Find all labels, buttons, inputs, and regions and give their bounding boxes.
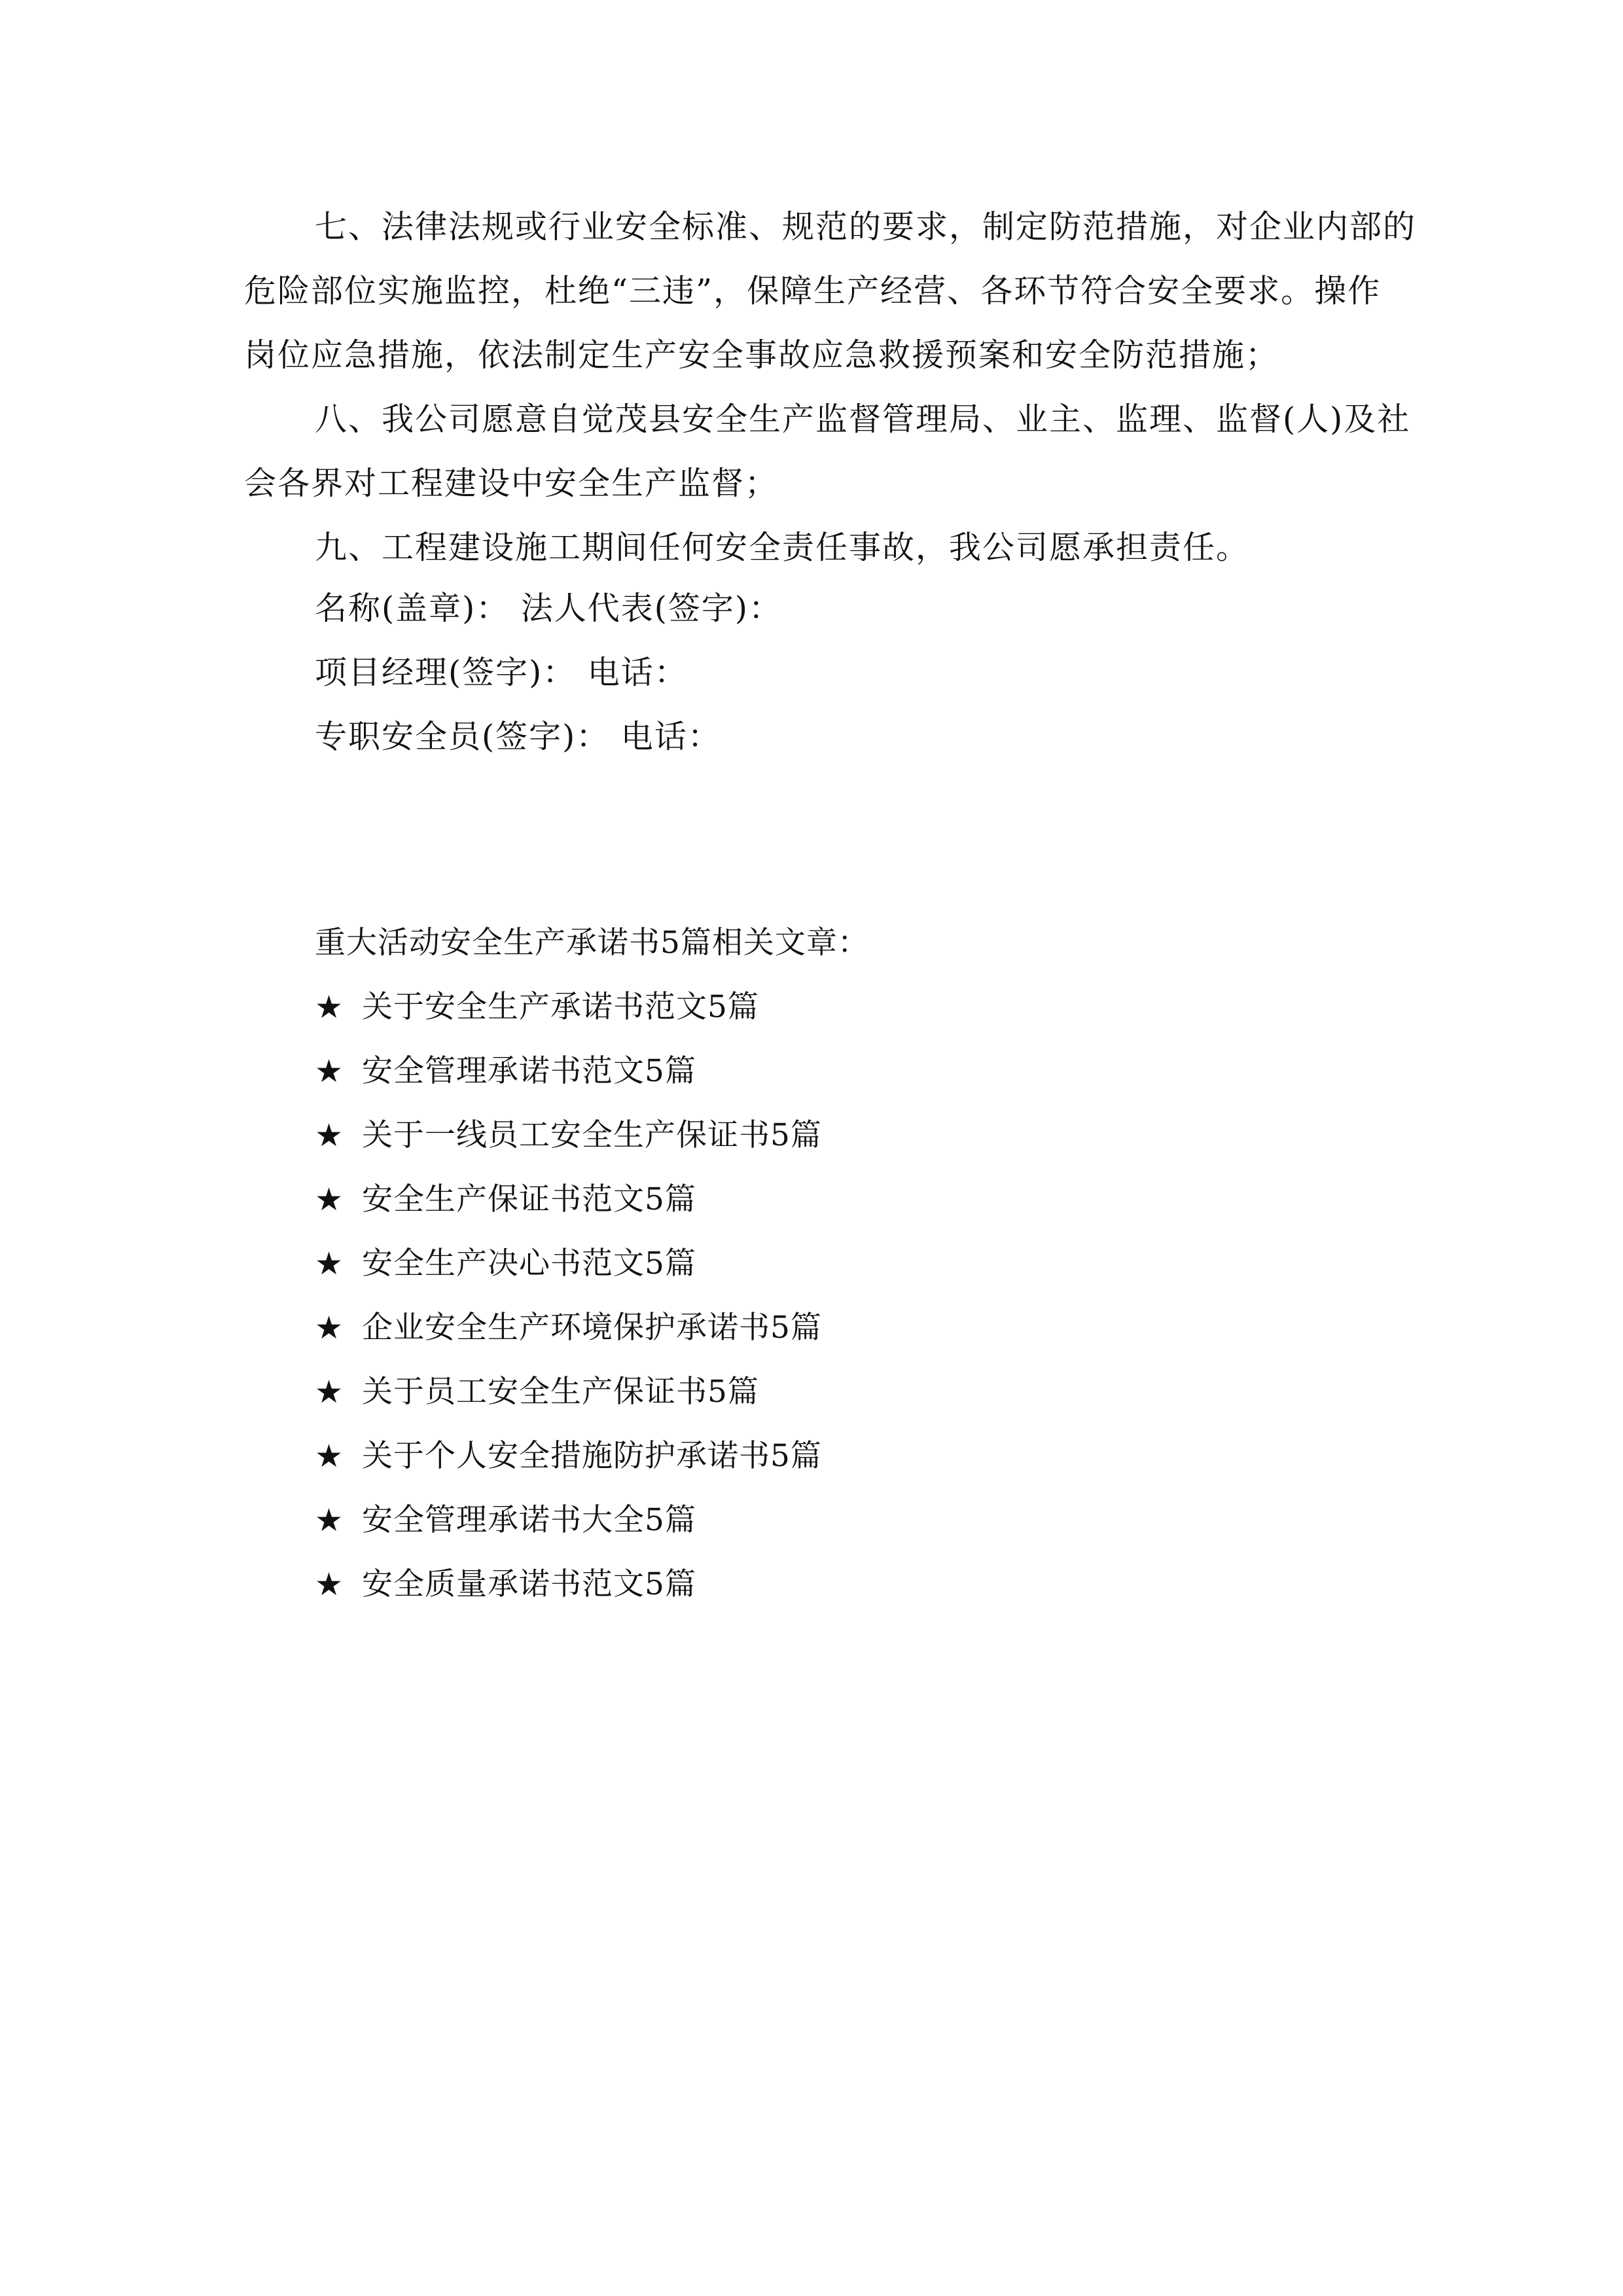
related-article-item[interactable] xyxy=(315,1168,869,1232)
star-icon: ★ xyxy=(315,1566,344,1603)
related-article-link[interactable]: 关于安全生产承诺书范文5篇 xyxy=(362,989,759,1025)
related-article-link[interactable]: 安全管理承诺书大全5篇 xyxy=(362,1502,696,1538)
related-article-link[interactable]: 企业安全生产环境保护承诺书5篇 xyxy=(362,1310,822,1346)
signature-block xyxy=(315,577,782,769)
related-article-item[interactable] xyxy=(315,1039,869,1103)
paragraph-7-line-3: 岗位应急措施，依法制定生产安全事故应急救援预案和安全防范措施； xyxy=(244,336,1279,374)
paragraph-7-line-2: 危险部位实施监控，杜绝“三违”，保障生产经营、各环节符合安全要求。操作 xyxy=(244,272,1382,310)
related-article-item[interactable] xyxy=(315,1424,869,1488)
star-icon: ★ xyxy=(315,1438,344,1475)
related-article-item[interactable] xyxy=(315,1552,869,1617)
related-article-link[interactable]: 安全生产保证书范文5篇 xyxy=(362,1181,696,1217)
related-articles xyxy=(315,911,869,1617)
related-article-item[interactable] xyxy=(315,1232,869,1296)
paragraph-9-line-1: 九、工程建设施工期间任何安全责任事故，我公司愿承担责任。 xyxy=(315,529,1250,566)
related-article-item[interactable] xyxy=(315,1488,869,1552)
related-article-item[interactable] xyxy=(315,1296,869,1360)
related-article-item[interactable] xyxy=(315,1103,869,1168)
signature-manager-line: 项目经理(签字)： 电话： xyxy=(315,654,688,691)
related-article-link[interactable]: 安全质量承诺书范文5篇 xyxy=(362,1566,696,1602)
paragraph-8-line-1: 八、我公司愿意自觉茂县安全生产监督管理局、业主、监理、监督(人)及社 xyxy=(315,401,1411,438)
related-article-link[interactable]: 关于个人安全措施防护承诺书5篇 xyxy=(362,1438,822,1474)
related-article-item[interactable] xyxy=(315,975,869,1039)
related-article-link[interactable]: 安全管理承诺书范文5篇 xyxy=(362,1053,696,1089)
related-article-item[interactable] xyxy=(315,1360,869,1424)
star-icon: ★ xyxy=(315,989,344,1026)
signature-safety-officer-line: 专职安全员(签字)： 电话： xyxy=(315,718,721,755)
related-articles-heading: 重大活动安全生产承诺书5篇相关文章： xyxy=(315,925,869,961)
star-icon: ★ xyxy=(315,1374,344,1410)
star-icon: ★ xyxy=(315,1181,344,1218)
body-text xyxy=(244,195,1417,580)
star-icon: ★ xyxy=(315,1117,344,1154)
related-article-link[interactable]: 安全生产决心书范文5篇 xyxy=(362,1246,696,1282)
signature-company-line: 名称(盖章)： 法人代表(签字)： xyxy=(315,590,783,627)
related-articles-list xyxy=(315,975,869,1617)
star-icon: ★ xyxy=(315,1053,344,1090)
related-article-link[interactable]: 关于员工安全生产保证书5篇 xyxy=(362,1374,759,1410)
star-icon: ★ xyxy=(315,1310,344,1346)
star-icon: ★ xyxy=(315,1502,344,1539)
related-article-link[interactable]: 关于一线员工安全生产保证书5篇 xyxy=(362,1117,822,1153)
star-icon: ★ xyxy=(315,1246,344,1282)
paragraph-7-line-1: 七、法律法规或行业安全标准、规范的要求，制定防范措施，对企业内部的 xyxy=(315,208,1417,245)
paragraph-8-line-2: 会各界对工程建设中安全生产监督； xyxy=(244,465,779,502)
